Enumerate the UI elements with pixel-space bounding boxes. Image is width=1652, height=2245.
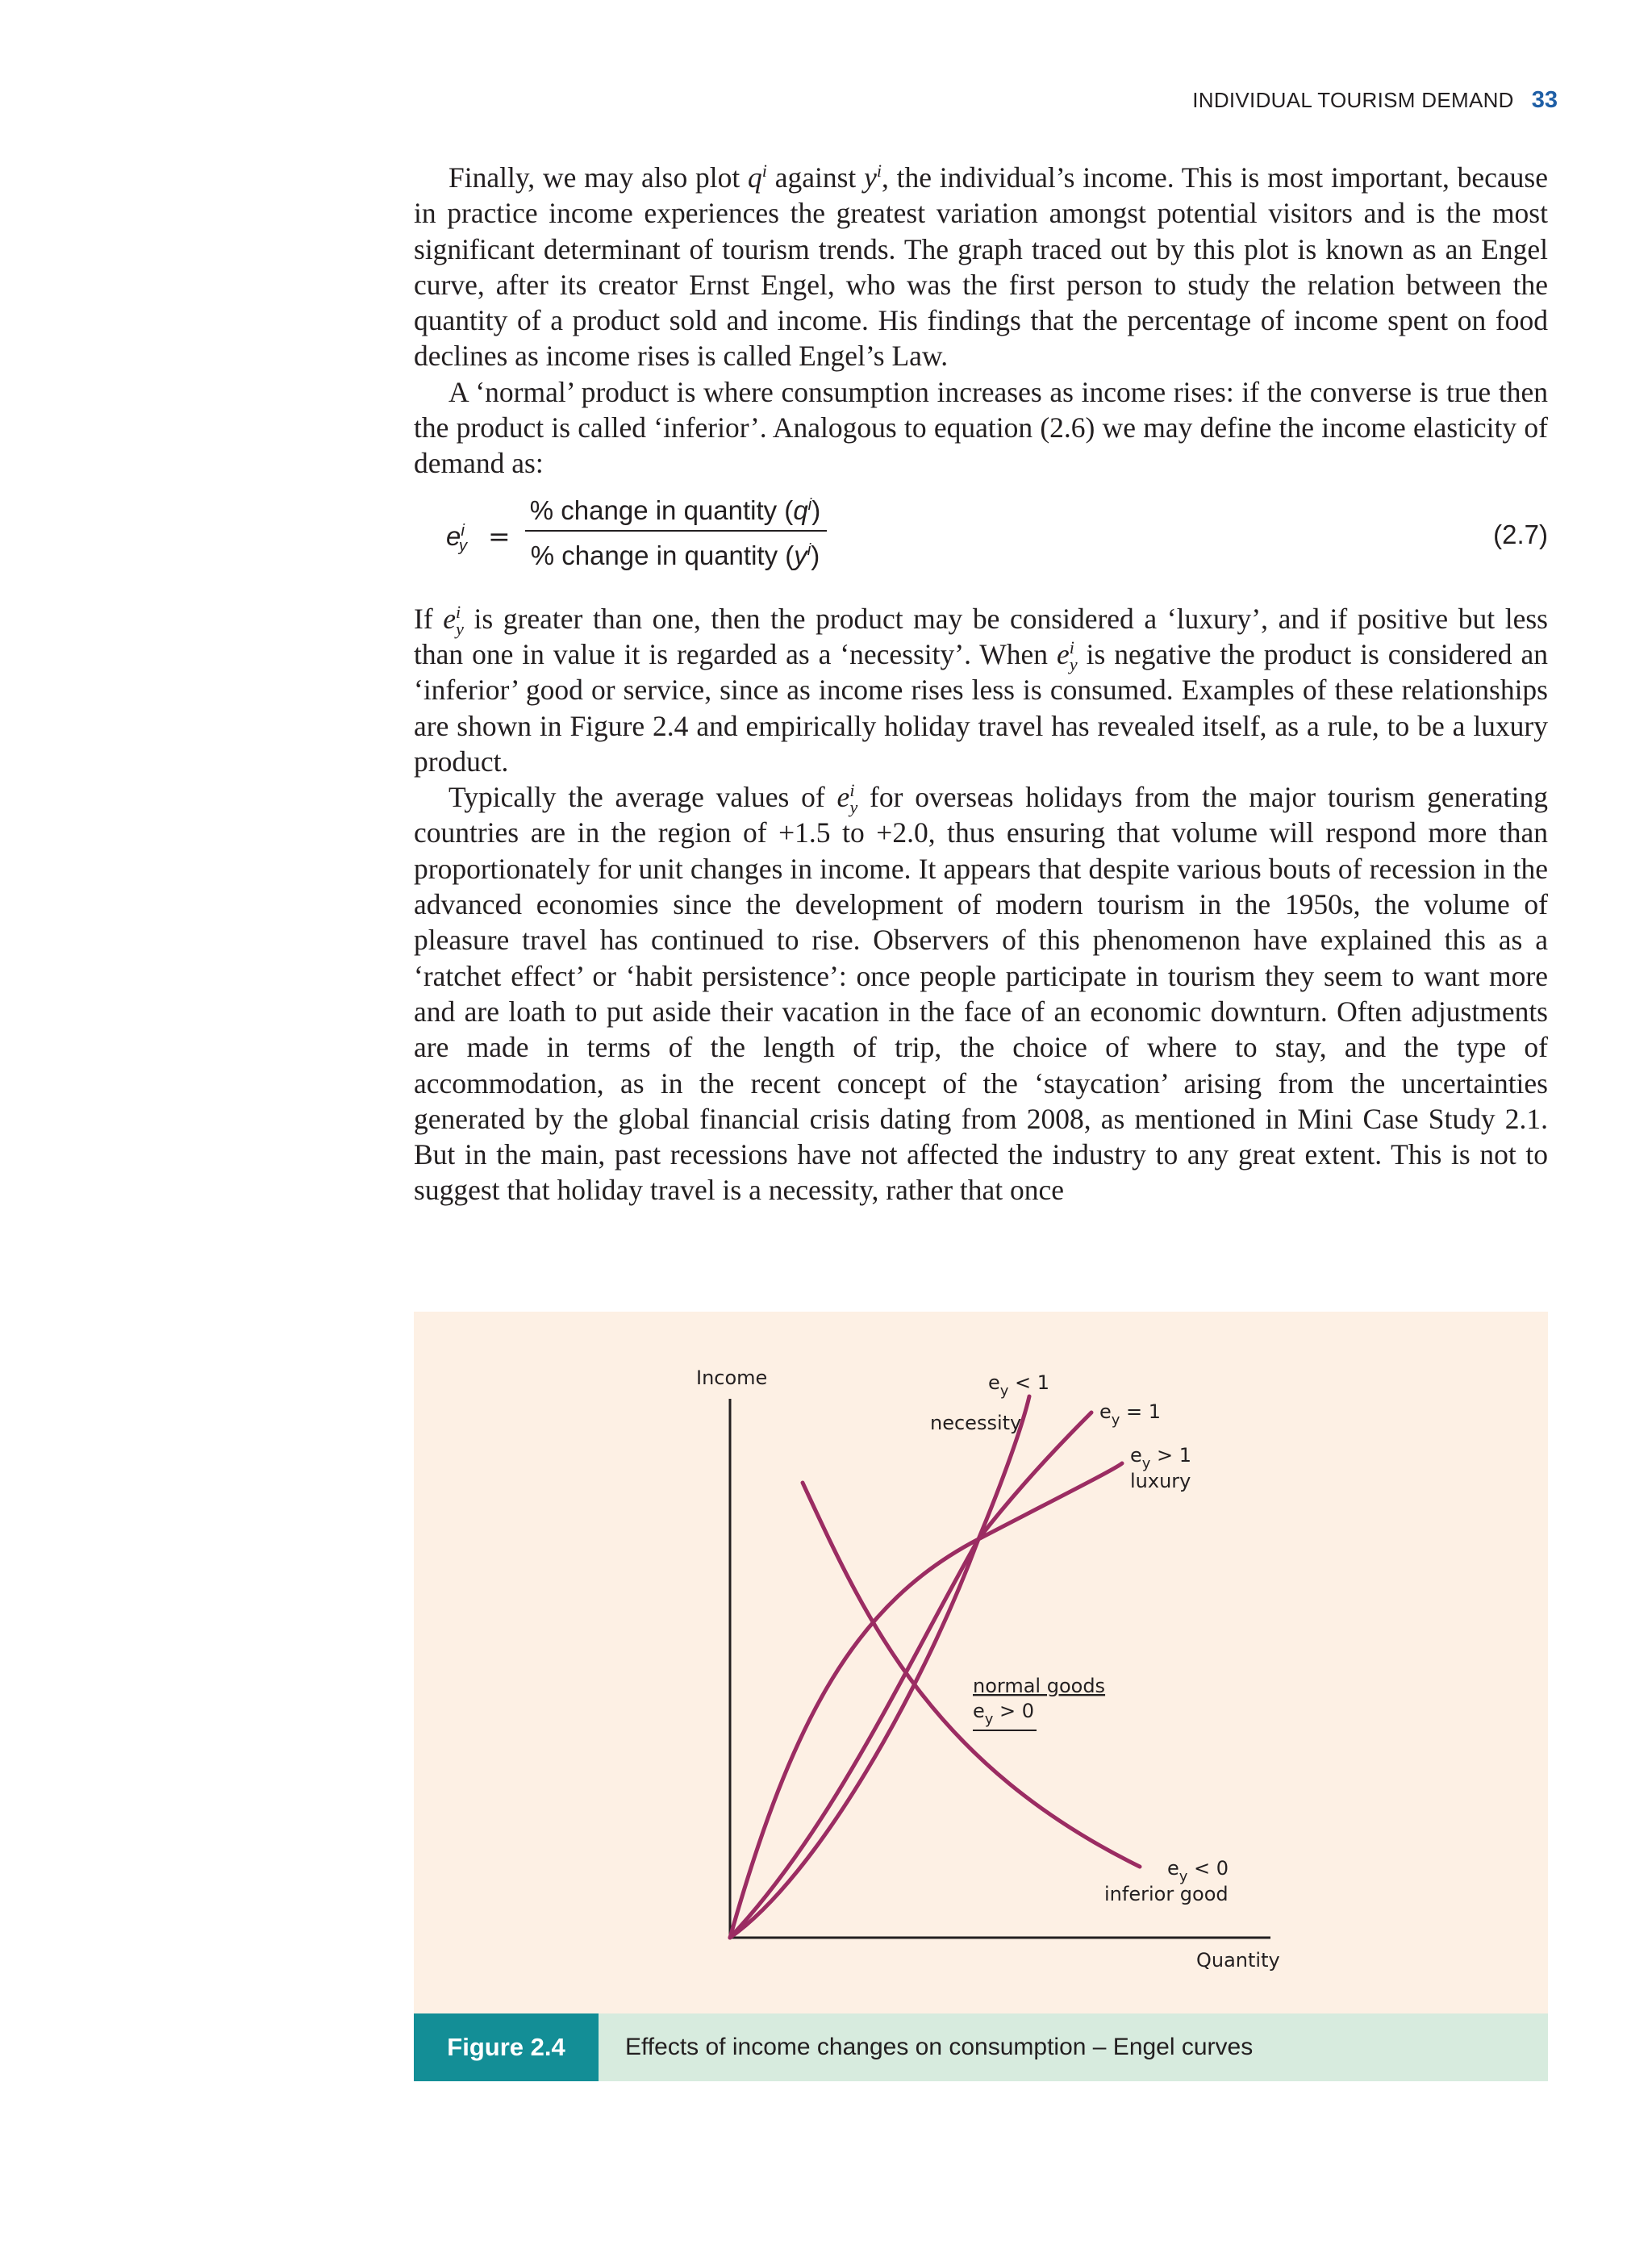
var-y: $y^i$ bbox=[864, 161, 882, 194]
label-normal-elasticity: $e_y > 0$ bbox=[973, 1700, 1035, 1728]
paragraph-engel-curve bbox=[414, 160, 1548, 374]
label-necessity-elasticity: $e_y < 1$ bbox=[988, 1371, 1050, 1400]
label-necessity: necessity bbox=[930, 1412, 1022, 1434]
text-run: Finally, we may also plot bbox=[448, 161, 749, 194]
label-luxury-elasticity: $e_y > 1$ bbox=[1130, 1444, 1192, 1472]
equation-lhs: $e^i_y$ bbox=[446, 520, 468, 556]
page-number: 33 bbox=[1531, 87, 1558, 113]
y-axis-label: Income bbox=[696, 1367, 768, 1389]
equation-denominator: % change in quantity $(y^i)$ bbox=[530, 540, 820, 570]
text-run: against bbox=[766, 161, 865, 194]
label-inferior-elasticity: $e_y < 0$ bbox=[1167, 1857, 1229, 1885]
label-unit-elasticity: $e_y = 1$ bbox=[1099, 1400, 1162, 1429]
x-axis-label: Quantity bbox=[1196, 1949, 1280, 1972]
text-run: for overseas holidays from the major tourism generating countries are in the region of +1.5 to +2.0, thus ensuring that volume will respond more than proportionately for unit changes in income. It appears that despite various bouts of recession in the advanced economies since the development of modern tourism in the 1950s, the volume of pleasure travel has continued to rise. Observers of this phenomenon have explained this as a ‘ratchet effect’ or ‘habit persistence’: once people participate in tourism they seem to want more and are loath to put aside their vacation in the face of an economic downturn. Often adjustments are made in terms of the length of trip, the choice of where to stay, and the type of accommodation, as in the recent concept of the ‘staycation’ arising from the uncertainties generated by the global financial crisis dating from 2008, as mentioned in Mini Case Study 2.1. But in the main, past recessions have not affected the industry to any great extent. This is not to suggest that holiday travel is a necessity, rather that once bbox=[414, 781, 1548, 1207]
paragraph-typical-values bbox=[414, 779, 1548, 1208]
engel-chart bbox=[414, 1312, 1548, 2013]
caption-text: Effects of income changes on consumption – Engel curves bbox=[625, 2034, 1254, 2060]
curve-necessity bbox=[730, 1396, 1029, 1938]
fraction-bar bbox=[525, 530, 827, 532]
label-inferior-good: inferior good bbox=[1104, 1883, 1229, 1905]
curve-unit-elasticity bbox=[730, 1539, 978, 1938]
paragraph-elasticity-cases bbox=[414, 601, 1548, 779]
symbol-e-y: $e^i_y$ bbox=[1056, 637, 1078, 675]
figure-engel-curves bbox=[414, 1312, 1548, 2013]
equation-2-7 bbox=[414, 488, 1548, 593]
equation-numerator: % change in quantity $(q^i)$ bbox=[529, 494, 821, 525]
running-title: INDIVIDUAL TOURISM DEMAND bbox=[1192, 88, 1514, 112]
var-q: $q^i$ bbox=[748, 161, 767, 194]
paragraph-normal-product: A ‘normal’ product is where consumption increases as income rises: if the converse is true then the product is called ‘inferior’. Analogous to equation (2.6) we may define the income elasticity of demand as: bbox=[414, 375, 1548, 480]
text-run: is greater than one, then the product may be considered a ‘luxury’, and if positive but less than one in value it is regarded as a ‘necessity’. When bbox=[414, 602, 1548, 670]
text-run: , the individual’s income. This is most important, because in practice income experiences the greatest variation amongst potential visitors and is the most significant determinant of tourism trends. The graph traced out by this plot is known as an Engel curve, after its creator Ernst Engel, who was the first person to study the relation between the quantity of a product sold and income. His findings that the percentage of income spent on food declines as income rises is called Engel’s Law. bbox=[414, 161, 1548, 373]
equals-sign: = bbox=[488, 520, 511, 552]
symbol-e-y: $e^i_y$ bbox=[836, 780, 858, 818]
symbol-e-y: $e^i_y$ bbox=[443, 601, 464, 639]
body-text bbox=[414, 160, 1548, 1208]
equation-number: (2.7) bbox=[1493, 519, 1548, 549]
label-normal-goods: normal goods bbox=[973, 1675, 1106, 1697]
text-run: Typically the average values of bbox=[448, 781, 837, 814]
figure-label: Figure 2.4 bbox=[414, 2013, 599, 2081]
figure-caption bbox=[414, 2013, 1548, 2081]
text-run: If bbox=[414, 602, 444, 635]
label-luxury: luxury bbox=[1130, 1470, 1191, 1492]
text-run: is negative the product is considered an ‘inferior’ good or service, since as income rises less is consumed. Examples of these relationships are shown in Figure 2.4 and empirically holiday travel has revealed itself, as a rule, to be a luxury product. bbox=[414, 637, 1548, 778]
running-header bbox=[1192, 87, 1558, 119]
